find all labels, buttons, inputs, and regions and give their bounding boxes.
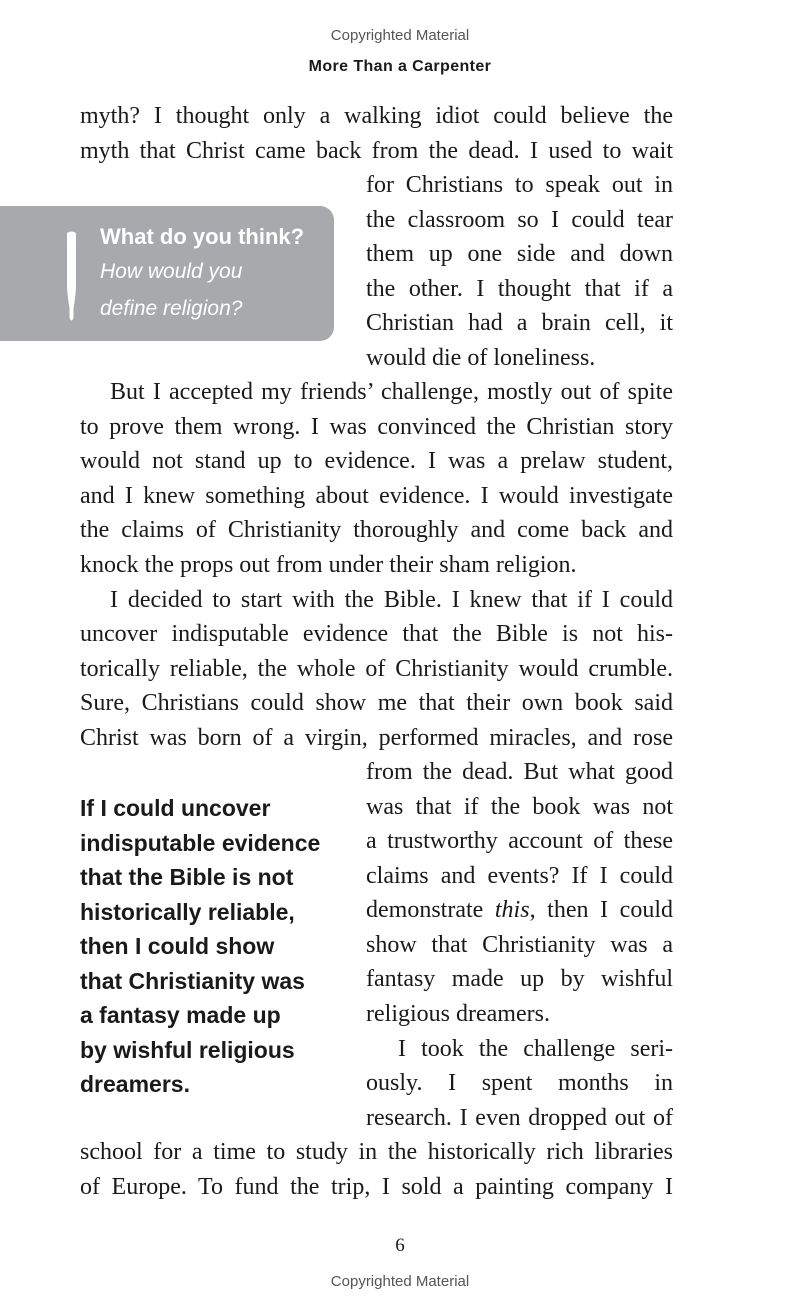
emphasis-word: this [494, 897, 530, 923]
pull-quote-line: If I could uncover [80, 795, 271, 821]
copyright-header: Copyrighted Material [330, 27, 470, 44]
pull-quote-line: dreamers. [80, 1071, 190, 1097]
copyright-footer: Copyrighted Material [330, 1273, 470, 1290]
body-line: was that if the book was not [366, 794, 673, 820]
body-line: claims and events? If I could [366, 863, 673, 889]
body-line: But I accepted my friends’ challenge, mostly out of spite [110, 379, 673, 405]
body-line: research. I even dropped out of [366, 1105, 673, 1131]
body-line: religious dreamers. [366, 1001, 550, 1027]
sidebar-question-line: define religion? [100, 297, 243, 320]
body-line: school for a time to study in the historically rich libraries [80, 1139, 673, 1165]
body-word: , then I could [529, 897, 673, 923]
body-line: and I knew something about evidence. I would investigate [80, 483, 673, 509]
body-line: of Europe. To fund the trip, I sold a painting company I [80, 1174, 673, 1200]
body-line: them up one side and down [366, 241, 673, 267]
pull-quote-line: then I could show [80, 933, 275, 959]
body-line: would not stand up to evidence. I was a prelaw student, [80, 448, 673, 474]
body-line: from the dead. But what good [366, 759, 673, 785]
body-line: the claims of Christianity thoroughly and come back and [80, 517, 673, 543]
body-line: a trustworthy account of these [366, 828, 673, 854]
body-line: fantasy made up by wishful [366, 966, 673, 992]
body-line: myth that Christ came back from the dead. I used to wait [80, 138, 673, 164]
body-line: torically reliable, the whole of Christianity would crumble. [80, 656, 673, 682]
body-line: for Christians to speak out in [366, 172, 673, 198]
body-line: would die of loneliness. [366, 345, 596, 371]
sidebar-question-line: How would you [100, 260, 243, 283]
body-line: I took the challenge seri- [398, 1036, 673, 1062]
body-line: uncover indisputable evidence that the Bible is not his- [80, 621, 673, 647]
body-line: myth? I thought only a walking idiot could believe the [80, 103, 673, 129]
body-line: to prove them wrong. I was convinced the Christian story [80, 414, 673, 440]
body-line: Christian had a brain cell, it [366, 310, 673, 336]
pull-quote-line: historically reliable, [80, 899, 295, 925]
pull-quote-line: that Christianity was [80, 968, 305, 994]
body-line: Sure, Christians could show me that their own book said [80, 690, 673, 716]
pull-quote-line: a fantasy made up [80, 1002, 281, 1028]
body-line [366, 893, 673, 928]
body-line: knock the props out from under their sham religion. [80, 552, 577, 578]
sidebar-title: What do you think? [100, 224, 305, 249]
body-word: demonstrate [366, 897, 484, 923]
body-line: ously. I spent months in [366, 1070, 673, 1096]
pull-quote-line: indisputable evidence [80, 830, 321, 856]
body-line: Christ was born of a virgin, performed miracles, and rose [80, 725, 673, 751]
body-line: show that Christianity was a [366, 932, 673, 958]
page-number: 6 [395, 1235, 405, 1256]
body-line: the other. I thought that if a [366, 276, 673, 302]
pull-quote-line: by wishful religious [80, 1037, 295, 1063]
body-line: the classroom so I could tear [366, 207, 673, 233]
running-title: More Than a Carpenter [308, 58, 492, 75]
body-line: I decided to start with the Bible. I knew that if I could [110, 587, 673, 613]
exclamation-icon [66, 230, 77, 325]
pull-quote-line: that the Bible is not [80, 864, 294, 890]
